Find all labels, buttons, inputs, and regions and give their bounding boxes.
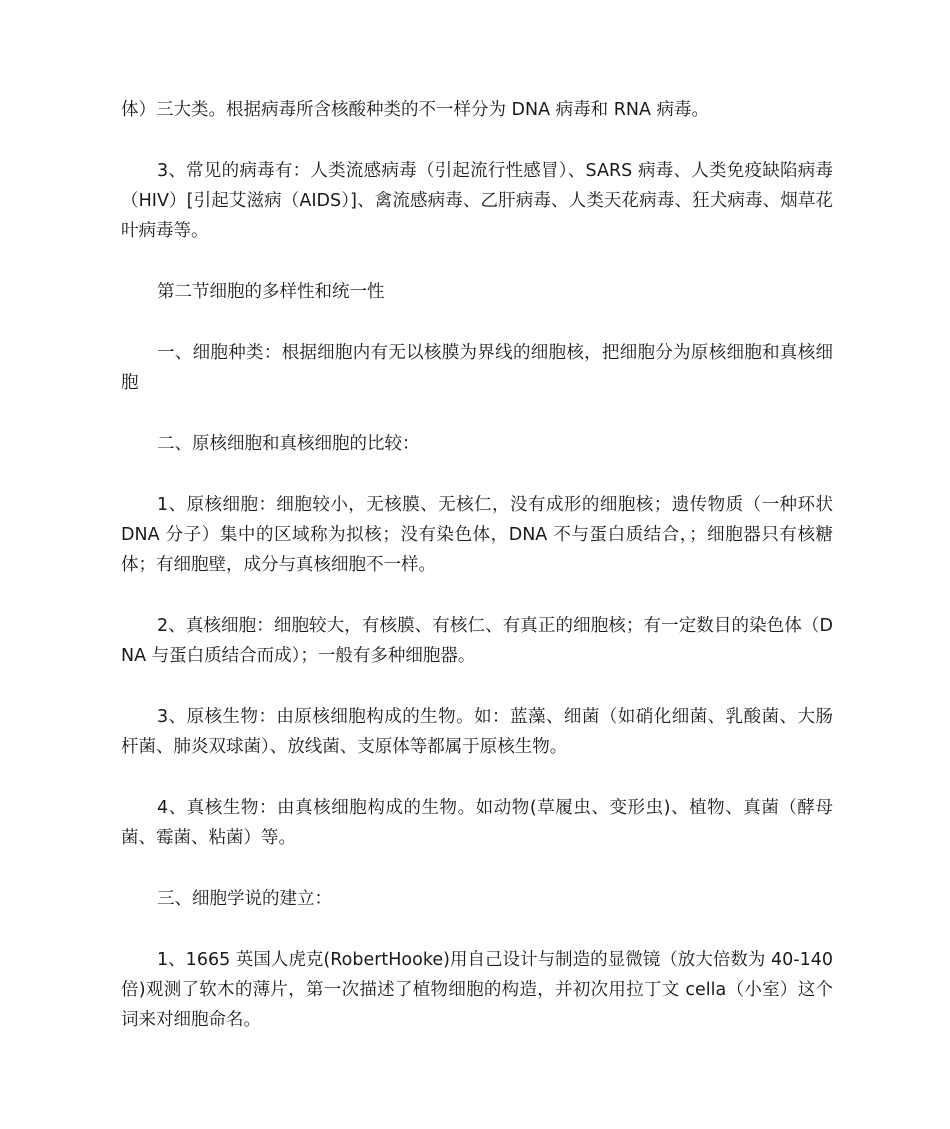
paragraph-cell-theory-heading: 三、细胞学说的建立：: [157, 889, 332, 909]
paragraph-cell-types: 一、细胞种类：根据细胞内有无以核膜为界线的细胞核，把细胞分为原核细胞和真核细胞: [121, 343, 833, 393]
paragraph-eukaryotic-cell: 2、真核细胞：细胞较大，有核膜、有核仁、有真正的细胞核；有一定数目的染色体（DNA 与蛋白质结合而成）；一般有多种细胞器。: [121, 616, 833, 666]
paragraph-eukaryotes: 4、真核生物：由真核细胞构成的生物。如动物(草履虫、变形虫)、植物、真菌（酵母菌、霉菌、粘菌）等。: [121, 798, 833, 848]
paragraph-common-viruses: 3、常见的病毒有：人类流感病毒（引起流行性感冒）、SARS 病毒、人类免疫缺陷病毒（HIV）[引起艾滋病（AIDS）]、禽流感病毒、乙肝病毒、人类天花病毒、狂犬病毒、烟草花叶病毒等。: [121, 161, 833, 241]
paragraph-prokaryotic-cell: 1、原核细胞：细胞较小，无核膜、无核仁，没有成形的细胞核；遗传物质（一种环状 DNA 分子）集中的区域称为拟核；没有染色体，DNA 不与蛋白质结合，；细胞器只有核糖体；有细胞壁，成分与真核细胞不一样。: [121, 495, 833, 575]
paragraph-prokaryotes: 3、原核生物：由原核细胞构成的生物。如：蓝藻、细菌（如硝化细菌、乳酸菌、大肠杆菌、肺炎双球菌）、放线菌、支原体等都属于原核生物。: [121, 707, 833, 757]
paragraph-comparison-heading: 二、原核细胞和真核细胞的比较：: [157, 434, 420, 454]
section-heading-cell-diversity: 第二节细胞的多样性和统一性: [157, 282, 385, 302]
paragraph-hooke-1665: 1、1665 英国人虎克(RobertHooke)用自己设计与制造的显微镜（放大倍数为 40-140 倍)观测了软木的薄片，第一次描述了植物细胞的构造，并初次用拉丁文 cella（小室）这个词来对细胞命名。: [121, 950, 833, 1030]
paragraph-virus-classification-continued: 体）三大类。根据病毒所含核酸种类的不一样分为 DNA 病毒和 RNA 病毒。: [121, 100, 710, 120]
